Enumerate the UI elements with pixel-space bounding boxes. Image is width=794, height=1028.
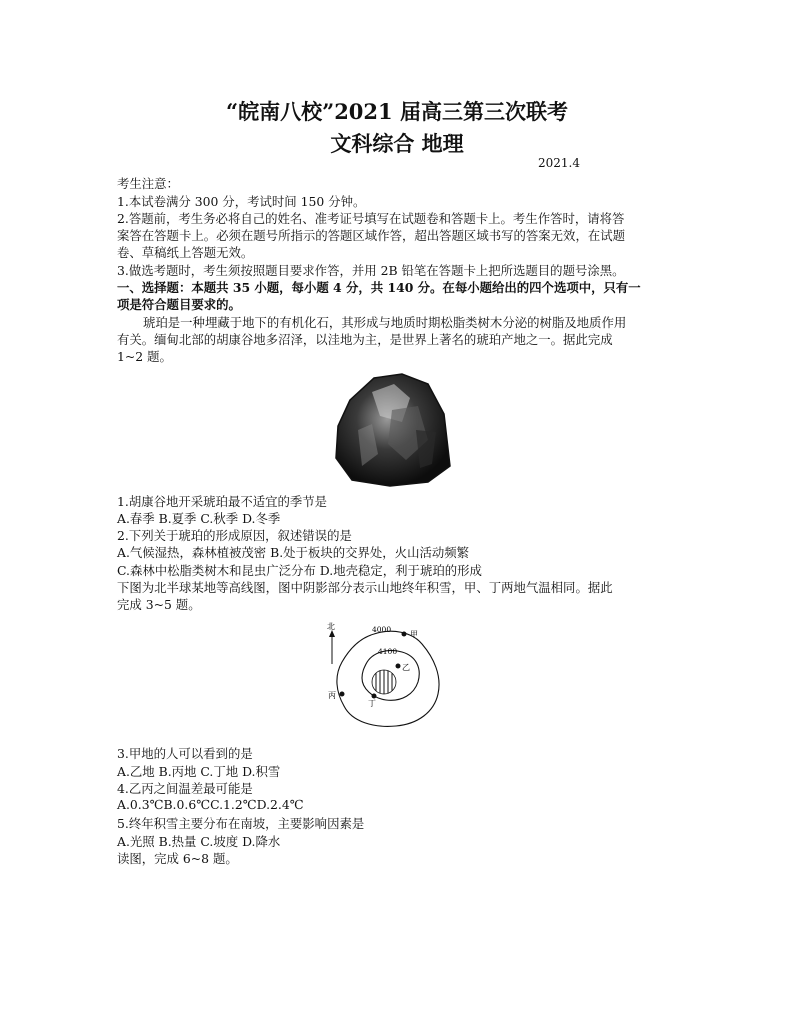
notice-item: 案答在答题卡上。必须在题号所指示的答题区域作答，超出答题区域书写的答案无效，在试题 [117, 228, 626, 243]
question-option: A.0.3℃B.0.6℃C.1.2℃D.2.4℃ [117, 797, 304, 812]
question-line: 4.乙丙之间温差最可能是 [117, 781, 253, 796]
notice-item: 3.做选考题时，考生须按照题目要求作答，并用 2B 铅笔在答题卡上把所选题目的题号涂黑。 [117, 263, 625, 278]
point-jia-marker [402, 632, 407, 637]
question-line: 3.甲地的人可以看到的是 [117, 746, 253, 761]
notice-item: 1.本试卷满分 300 分，考试时间 150 分钟。 [117, 194, 366, 209]
point-ding-label: 丁 [368, 699, 376, 708]
question-option: A.乙地 B.丙地 C.丁地 D.积雪 [117, 764, 281, 779]
north-arrowhead [329, 630, 335, 637]
notice-item: 2.答题前，考生务必将自己的姓名、准考证号填写在试题卷和答题卡上。考生作答时，请将答 [117, 211, 625, 226]
question-option: A.光照 B.热量 C.坡度 D.降水 [117, 834, 281, 849]
contour-map [322, 620, 452, 738]
point-yi-label: 乙 [402, 663, 410, 672]
passage-line: 琥珀是一种埋藏于地下的有机化石，其形成与地质时期松脂类树木分泌的树脂及地质作用 [143, 315, 627, 330]
notice-heading: 考生注意： [117, 176, 179, 191]
amber-photo [332, 370, 452, 490]
section-heading: 项是符合题目要求的。 [117, 297, 241, 312]
question-option: C.森林中松脂类树木和昆虫广泛分布 D.地壳稳定，利于琥珀的形成 [117, 563, 482, 578]
section-heading: 一、选择题：本题共 35 小题，每小题 4 分，共 140 分。在每小题给出的四个选项中，只有一 [117, 280, 641, 295]
passage-line: 读图，完成 6~8 题。 [117, 851, 238, 866]
passage-line: 有关。缅甸北部的胡康谷地多沼泽，以洼地为主，是世界上著名的琥珀产地之一。据此完成 [117, 332, 613, 347]
question-line: 5.终年积雪主要分布在南坡，主要影响因素是 [117, 816, 365, 831]
point-jia-label: 甲 [410, 630, 418, 639]
contour-label-4100: 4100 [378, 647, 398, 656]
question-line: 2.下列关于琥珀的形成原因，叙述错误的是 [117, 528, 352, 543]
point-bing-label: 丙 [328, 691, 336, 700]
north-label: 北 [327, 622, 335, 631]
point-yi-marker [396, 664, 401, 669]
point-ding-marker [372, 694, 377, 699]
question-option: A.春季 B.夏季 C.秋季 D.冬季 [117, 511, 281, 526]
passage-line: 完成 3~5 题。 [117, 597, 201, 612]
contour-label-4000: 4000 [372, 625, 392, 634]
exam-date: 2021.4 [538, 156, 580, 170]
exam-title: “皖南八校”2021 届高三第三次联考 [226, 99, 568, 124]
question-option: A.气候湿热，森林植被茂密 B.处于板块的交界处，火山活动频繁 [117, 545, 470, 560]
question-line: 1.胡康谷地开采琥珀最不适宜的季节是 [117, 494, 328, 509]
exam-subtitle: 文科综合 地理 [330, 131, 464, 156]
snow-area [372, 670, 396, 694]
passage-line: 1~2 题。 [117, 349, 172, 364]
point-bing-marker [340, 692, 345, 697]
passage-line: 下图为北半球某地等高线图，图中阴影部分表示山地终年积雪，甲、丁两地气温相同。据此 [117, 580, 613, 595]
notice-item: 卷、草稿纸上答题无效。 [117, 245, 254, 260]
